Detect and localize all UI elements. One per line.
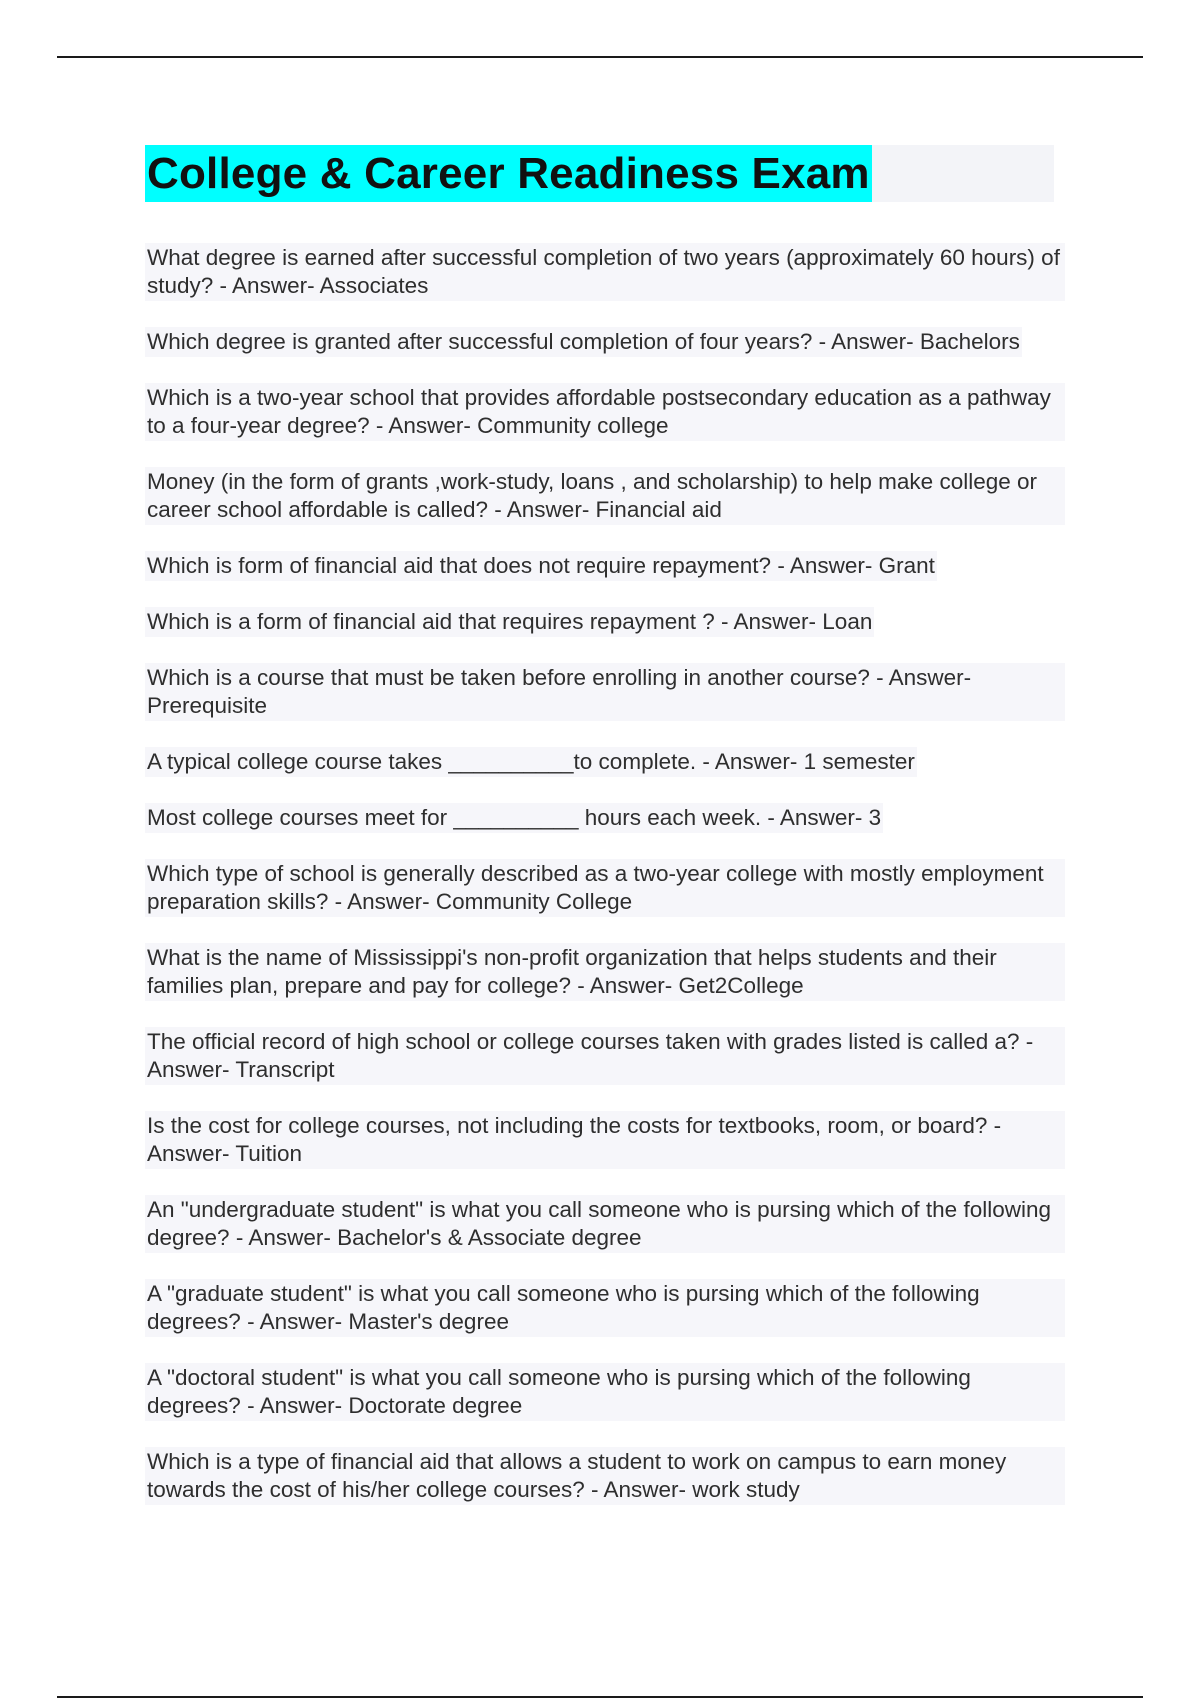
qa-item: Which is a course that must be taken before enrolling in another course? - Answer- Prerequisite <box>145 663 1065 721</box>
qa-item: A typical college course takes __________to complete. - Answer- 1 semester <box>145 747 917 777</box>
qa-item: Money (in the form of grants ,work-study, loans , and scholarship) to help make college or career school affordable is called? - Answer- Financial aid <box>145 467 1065 525</box>
bottom-rule <box>57 1696 1143 1698</box>
qa-item: Which is a form of financial aid that requires repayment ? - Answer- Loan <box>145 607 874 637</box>
qa-list <box>145 243 1065 1531</box>
qa-row <box>145 859 1065 917</box>
qa-item: The official record of high school or college courses taken with grades listed is called a? - Answer- Transcript <box>145 1027 1065 1085</box>
qa-row <box>145 1279 1065 1337</box>
qa-item: What degree is earned after successful completion of two years (approximately 60 hours) of study? - Answer- Associates <box>145 243 1065 301</box>
title-band <box>145 145 1054 202</box>
qa-row <box>145 243 1065 301</box>
qa-row <box>145 1111 1065 1169</box>
qa-item: A "doctoral student" is what you call someone who is pursing which of the following degrees? - Answer- Doctorate degree <box>145 1363 1065 1421</box>
top-rule <box>57 56 1143 58</box>
qa-item: Is the cost for college courses, not including the costs for textbooks, room, or board? - Answer- Tuition <box>145 1111 1065 1169</box>
qa-item: Which degree is granted after successful completion of four years? - Answer- Bachelors <box>145 327 1022 357</box>
qa-item: Most college courses meet for __________ hours each week. - Answer- 3 <box>145 803 883 833</box>
qa-item: A "graduate student" is what you call someone who is pursing which of the following degrees? - Answer- Master's degree <box>145 1279 1065 1337</box>
qa-row <box>145 663 1065 721</box>
qa-item: Which is a two-year school that provides affordable postsecondary education as a pathway to a four-year degree? - Answer- Community college <box>145 383 1065 441</box>
qa-row <box>145 747 1065 777</box>
qa-item: Which is a type of financial aid that allows a student to work on campus to earn money towards the cost of his/her college courses? - Answer- work study <box>145 1447 1065 1505</box>
qa-row <box>145 1447 1065 1505</box>
qa-row <box>145 383 1065 441</box>
qa-row <box>145 1195 1065 1253</box>
qa-row <box>145 467 1065 525</box>
qa-item: What is the name of Mississippi's non-profit organization that helps students and their families plan, prepare and pay for college? - Answer- Get2College <box>145 943 1065 1001</box>
page-title: College & Career Readiness Exam <box>145 145 872 202</box>
qa-row <box>145 327 1065 357</box>
qa-row <box>145 1027 1065 1085</box>
qa-item: An "undergraduate student" is what you call someone who is pursing which of the following degree? - Answer- Bachelor's & Associate degree <box>145 1195 1065 1253</box>
qa-row <box>145 1363 1065 1421</box>
qa-item: Which is form of financial aid that does not require repayment? - Answer- Grant <box>145 551 937 581</box>
qa-row <box>145 607 1065 637</box>
qa-row <box>145 803 1065 833</box>
qa-row <box>145 943 1065 1001</box>
qa-item: Which type of school is generally described as a two-year college with mostly employment preparation skills? - Answer- Community College <box>145 859 1065 917</box>
qa-row <box>145 551 1065 581</box>
